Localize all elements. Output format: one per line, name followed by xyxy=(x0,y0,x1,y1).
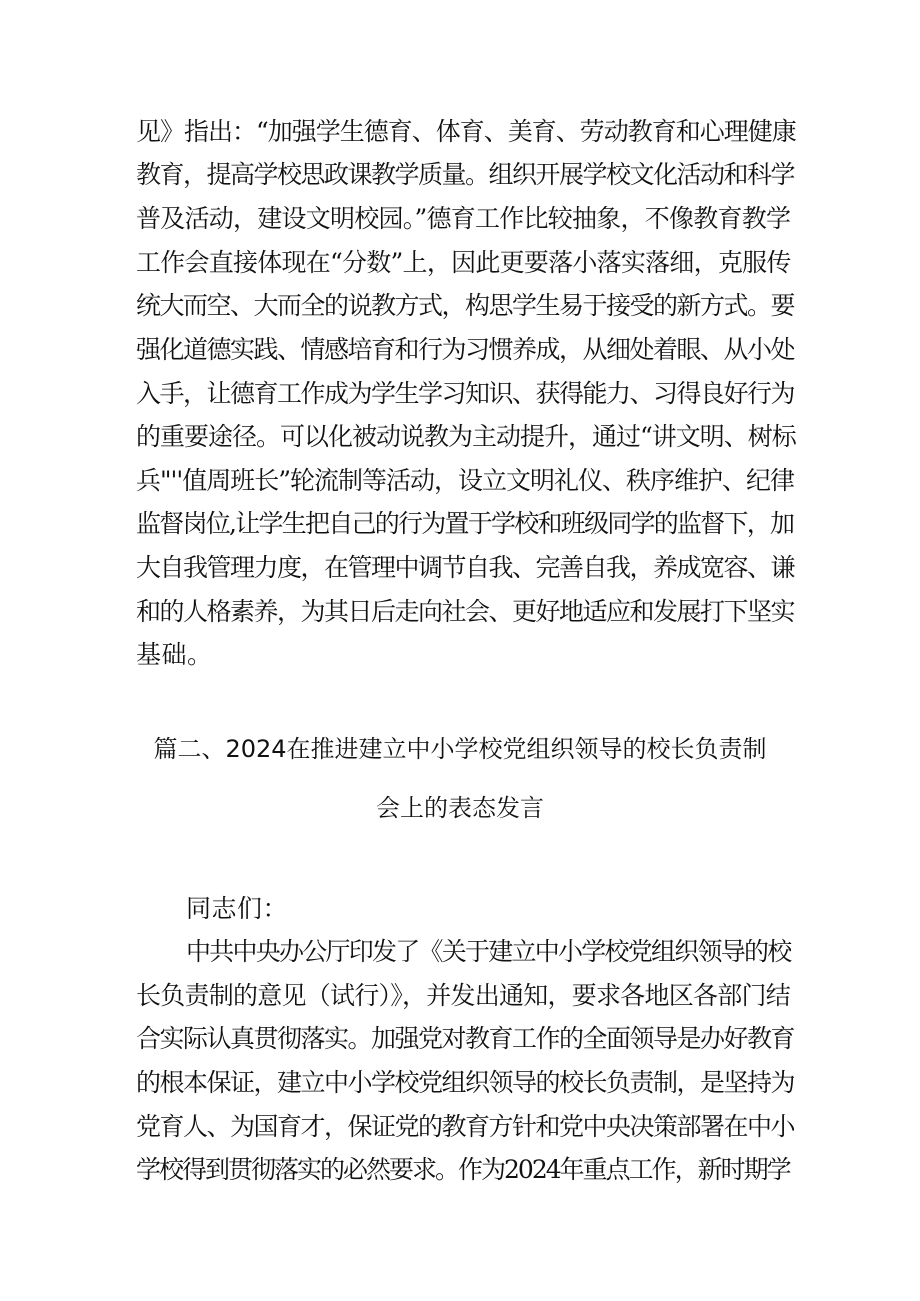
paragraph-line: 学校得到贯彻落实的必然要求。作为2024年重点工作，新时期学 xyxy=(136,1155,790,1184)
paragraph-line: 监督岗位,让学生把自己的行为置于学校和班级同学的监督下，加 xyxy=(136,509,794,538)
paragraph-line: 入手，让德育工作成为学生学习知识、获得能力、习得良好行为 xyxy=(136,379,795,408)
paragraph-line: 和的人格素养，为其日后走向社会、更好地适应和发展打下坚实 xyxy=(136,597,795,626)
paragraph-line: 工作会直接体现在“分数”上，因此更要落小落实落细，克服传 xyxy=(136,248,791,277)
paragraph-line: 党育人、为国育才，保证党的教育方针和党中央决策部署在中小 xyxy=(136,1112,795,1141)
paragraph-line: 中共中央办公厅印发了《关于建立中小学校党组织领导的校 xyxy=(186,937,791,966)
salutation: 同志们： xyxy=(186,894,289,923)
paragraph-line: 教育，提高学校思政课教学质量。组织开展学校文化活动和科学 xyxy=(136,160,795,189)
paragraph-line: 见》指出：“加强学生德育、体育、美育、劳动教育和心理健康 xyxy=(136,117,796,146)
paragraph-line: 统大而空、大而全的说教方式，构思学生易于接受的新方式。要 xyxy=(136,291,795,320)
paragraph-line: 基础。 xyxy=(136,640,213,669)
paragraph-line: 长负责制的意见（试行）》，并发出通知，要求各地区各部门结 xyxy=(136,981,791,1010)
paragraph-line: 大自我管理力度，在管理中调节自我、完善自我，养成宽容、谦 xyxy=(136,553,795,582)
paragraph-line: 强化道德实践、情感培育和行为习惯养成，从细处着眼、从小处 xyxy=(136,335,795,364)
paragraph-line: 的重要途径。可以化被动说教为主动提升，通过“讲文明、树标 xyxy=(136,422,796,451)
heading-line-2: 会上的表态发言 xyxy=(376,794,544,822)
heading-line-1: 篇二、2024在推进建立中小学校党组织领导的校长负责制 xyxy=(153,735,767,763)
paragraph-line: 普及活动，建设文明校园。”德育工作比较抽象，不像教育教学 xyxy=(136,204,791,233)
paragraph-line: 兵"''值周班长”轮流制等活动，设立文明礼仪、秩序维护、纪律 xyxy=(136,466,795,495)
paragraph-line: 的根本保证，建立中小学校党组织领导的校长负责制，是坚持为 xyxy=(136,1068,795,1097)
paragraph-line: 合实际认真贯彻落实。加强党对教育工作的全面领导是办好教育 xyxy=(136,1024,795,1053)
